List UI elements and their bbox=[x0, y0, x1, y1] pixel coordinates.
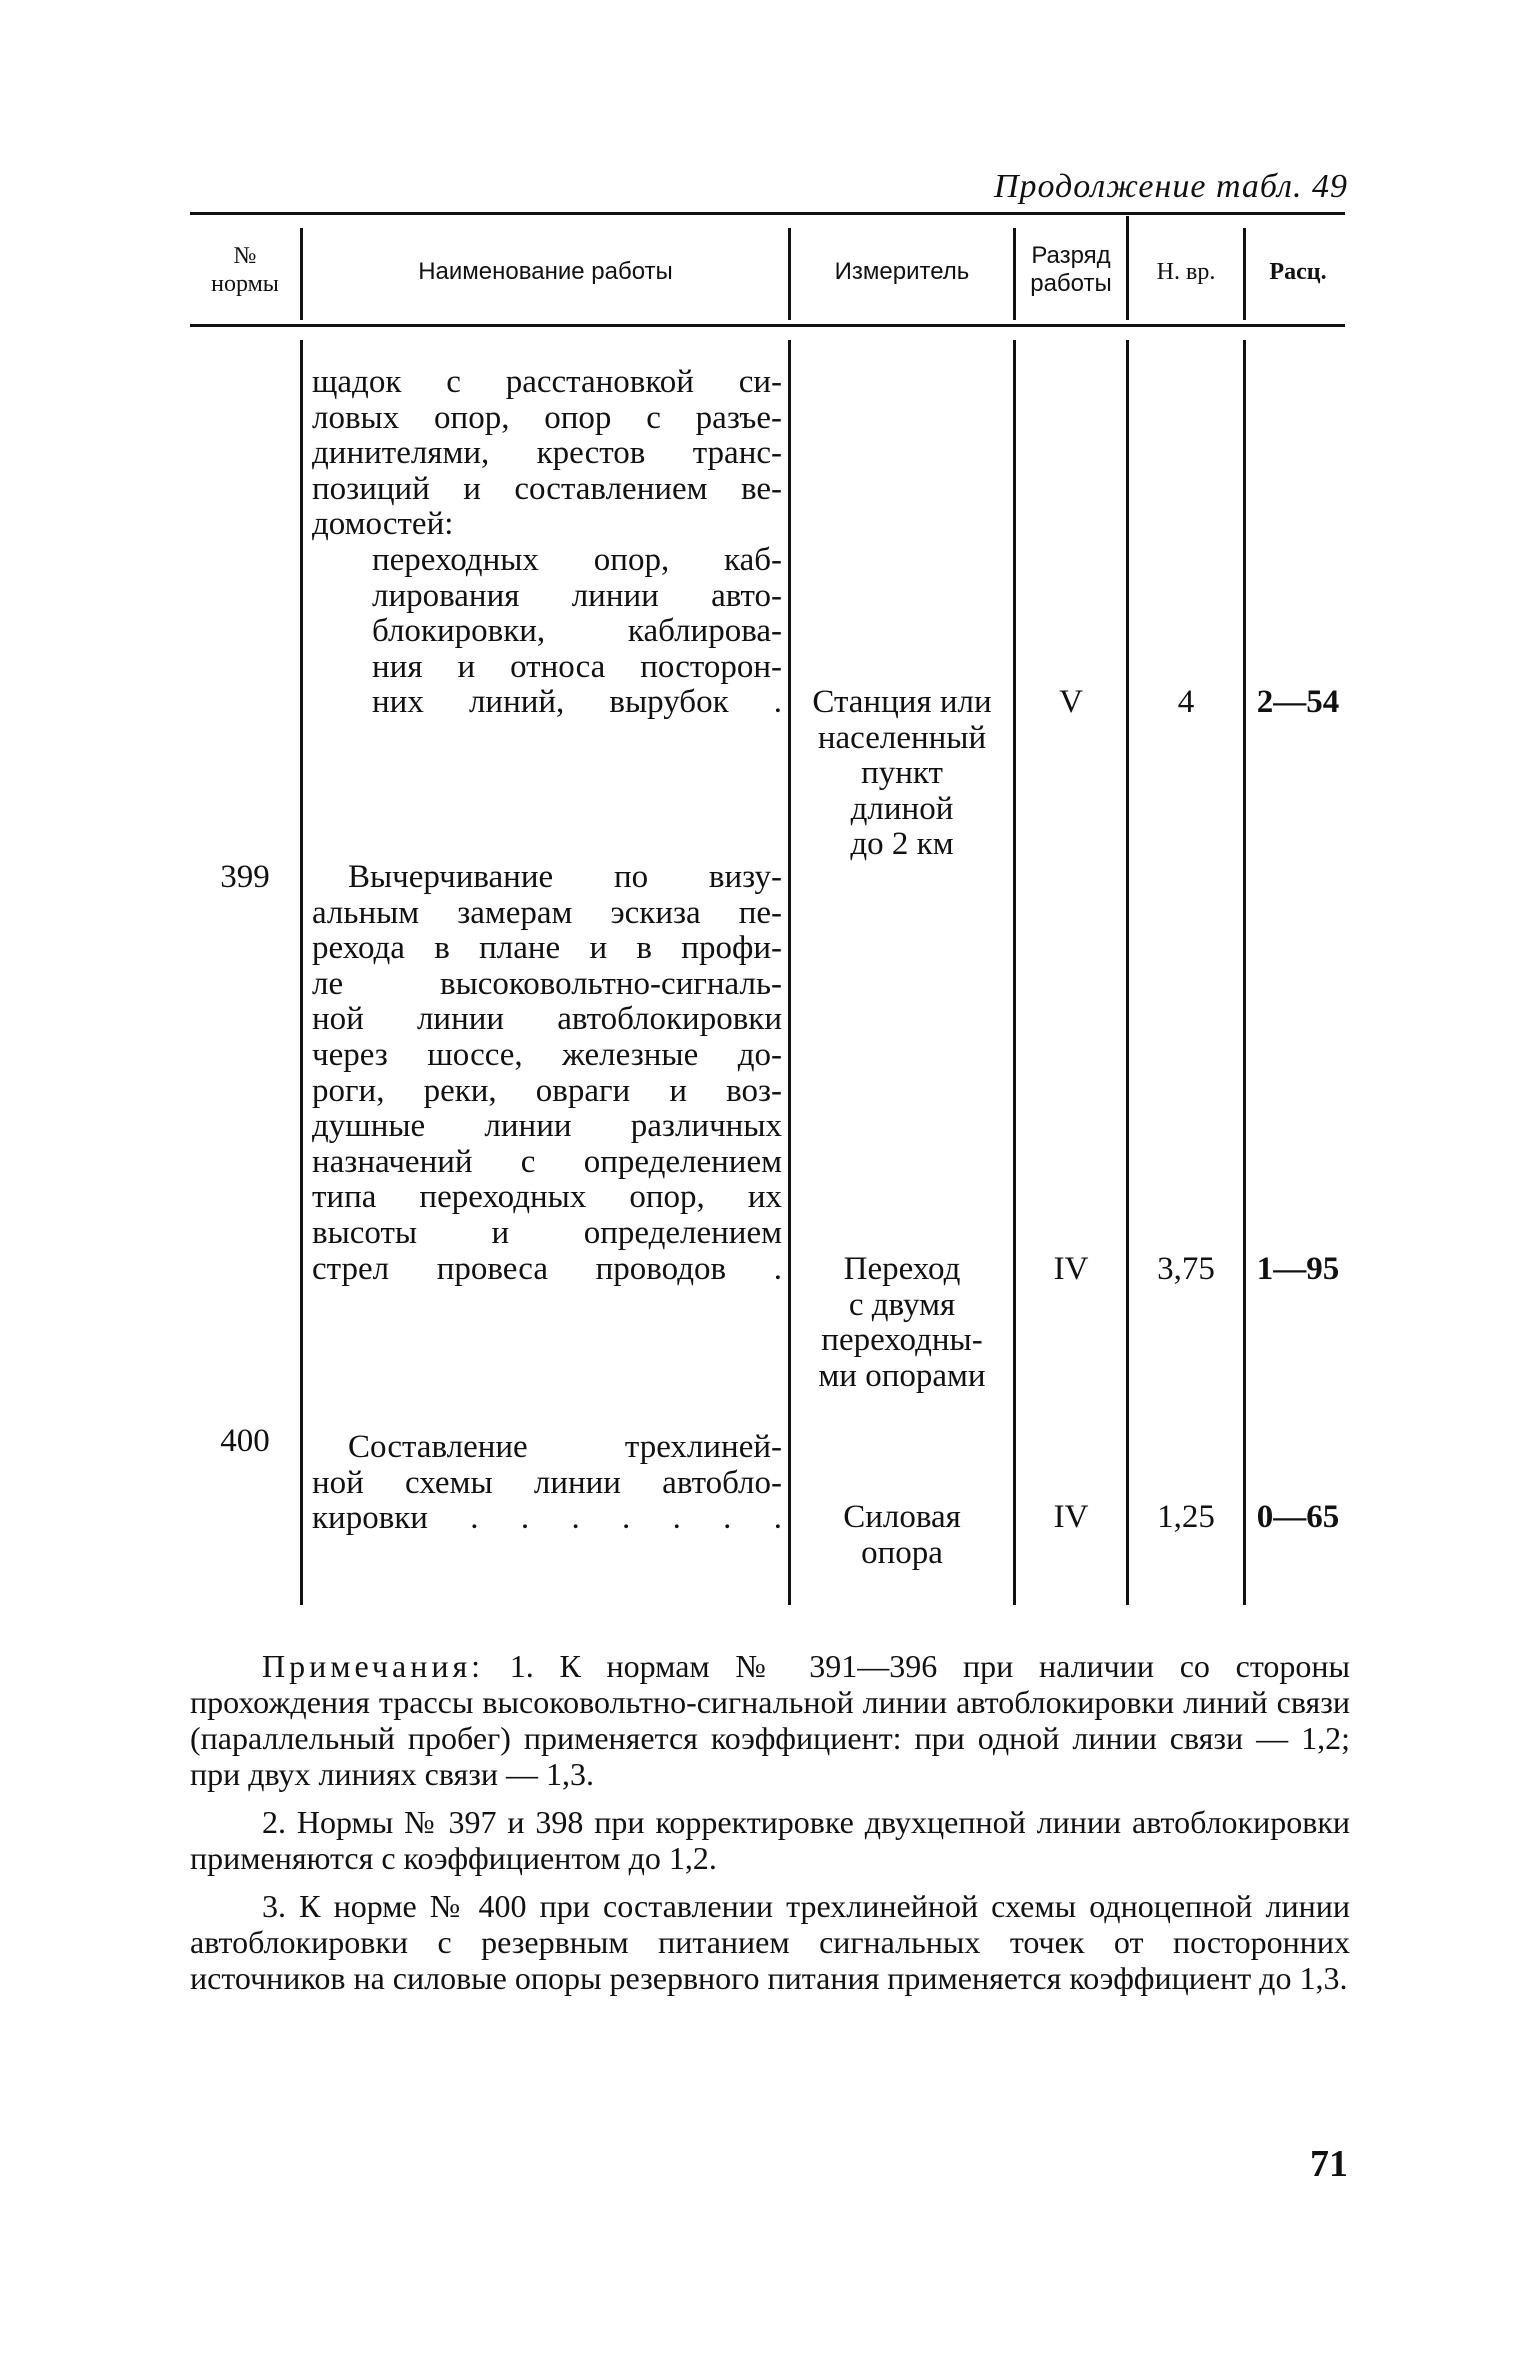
header-meter: Измеритель bbox=[834, 258, 970, 285]
name-line: душные линии различных bbox=[312, 1108, 782, 1145]
meter-line: опора bbox=[861, 1534, 943, 1571]
note-2: 2. Нормы № 397 и 398 при корректировке двухцепной линии автоблокировки применяются с коэффициентом до 1,2. bbox=[190, 1804, 1350, 1876]
name-line: высоты и определением bbox=[312, 1214, 782, 1251]
meter-line: Станция или bbox=[812, 684, 992, 720]
note-1-text: 1. К нормам № 391—396 при наличии со стороны прохождения трассы высоковольтно-сигнальной линии автоблокировки линий связи (параллельный пробег) применяется коэффициент: при одной линии связи — 1,2; при двух линиях связи — 1,3. bbox=[190, 1648, 1351, 1792]
name-line: рехода в плане и в профи- bbox=[312, 930, 782, 967]
meter-line: ми опорами bbox=[818, 1357, 986, 1394]
meter-line: с двумя bbox=[848, 1286, 956, 1323]
body-divider bbox=[1243, 340, 1246, 1605]
row2-time: 3,75 bbox=[1157, 1251, 1215, 1287]
row1-time: 4 bbox=[1177, 684, 1195, 720]
name-line: домостей: bbox=[312, 506, 454, 543]
name-line: переходных опор, каб- bbox=[372, 542, 782, 578]
name-line: типа переходных опор, их bbox=[312, 1179, 782, 1216]
table-caption: Продолжение табл. 49 bbox=[993, 168, 1348, 205]
header-norm-number-line1: № bbox=[233, 243, 257, 269]
name-line: стрел провеса проводов . bbox=[312, 1250, 782, 1287]
row3-grade: IV bbox=[1053, 1499, 1089, 1535]
name-line: назначений с определением bbox=[312, 1143, 782, 1180]
meter-line: населенный bbox=[817, 719, 987, 756]
row2-name bbox=[312, 860, 782, 1287]
name-line: динителями, крестов транс- bbox=[312, 435, 782, 472]
row3-number: 400 bbox=[220, 1423, 270, 1459]
row2-meter bbox=[791, 1252, 1013, 1394]
row2-number: 399 bbox=[220, 859, 270, 895]
note-1 bbox=[190, 1648, 1350, 1792]
row1-rate: 2—54 bbox=[1256, 684, 1340, 720]
header-time-norm: Н. вр. bbox=[1156, 259, 1216, 285]
name-line: Вычерчивание по визу- bbox=[348, 859, 782, 895]
name-line: ния и относа посторон- bbox=[372, 648, 782, 685]
header-norm-number bbox=[190, 242, 300, 298]
header-grade-line2: работы bbox=[1030, 270, 1112, 297]
name-line: Составление трехлиней- bbox=[348, 1429, 782, 1465]
header-grade bbox=[1016, 242, 1126, 298]
row3-rate: 0—65 bbox=[1256, 1499, 1340, 1535]
row3-time: 1,25 bbox=[1157, 1499, 1215, 1535]
body-divider bbox=[788, 340, 791, 1605]
row1-meter bbox=[791, 685, 1013, 863]
meter-line: пункт bbox=[861, 755, 943, 792]
table-top-rule bbox=[190, 212, 1345, 215]
row2-rate: 1—95 bbox=[1256, 1251, 1340, 1287]
notes-title: Примечания: bbox=[262, 1648, 485, 1684]
name-line: ловых опор, опор с разъе- bbox=[312, 399, 782, 436]
notes-section bbox=[190, 1648, 1350, 2008]
header-grade-line1: Разряд bbox=[1031, 242, 1111, 269]
row2-grade: IV bbox=[1053, 1251, 1089, 1287]
header-rate: Расц. bbox=[1269, 259, 1327, 285]
body-divider bbox=[300, 340, 303, 1605]
page-number: 71 bbox=[1310, 2143, 1348, 2185]
row1-subitem bbox=[372, 543, 782, 721]
name-line: ной схемы линии автобло- bbox=[312, 1464, 782, 1501]
name-line: лирования линии авто- bbox=[372, 577, 782, 614]
body-divider bbox=[1013, 340, 1016, 1605]
name-line: ной линии автоблокировки bbox=[312, 1001, 782, 1038]
name-line: альным замерам эскиза пе- bbox=[312, 894, 782, 931]
name-line: блокировки, каблирова- bbox=[372, 613, 782, 650]
name-line: позиций и составлением ве- bbox=[312, 470, 782, 507]
name-line: ле высоковольтно-сигналь- bbox=[312, 965, 782, 1002]
row1-name bbox=[312, 365, 782, 543]
meter-line: Силовая bbox=[843, 1499, 961, 1535]
note-3: 3. К норме № 400 при составлении трехлинейной схемы одноцепной линии автоблокировки с резервным питанием сигнальных точек от посторонних источников на силовые опоры резервного питания применяется коэффициент до 1,3. bbox=[190, 1888, 1350, 1996]
row1-grade: V bbox=[1059, 684, 1083, 720]
table-header-rule bbox=[190, 324, 1345, 327]
name-line: роги, реки, овраги и воз- bbox=[312, 1072, 782, 1109]
row3-meter bbox=[791, 1500, 1013, 1571]
header-norm-number-line2: нормы bbox=[211, 271, 279, 297]
meter-line: до 2 км bbox=[850, 826, 954, 863]
name-line: через шоссе, железные до- bbox=[312, 1036, 782, 1073]
meter-line: Переход bbox=[843, 1251, 961, 1287]
name-line: них линий, вырубок . bbox=[372, 684, 782, 721]
row3-name bbox=[312, 1430, 782, 1537]
name-line: щадок с расстановкой си- bbox=[312, 364, 782, 400]
name-line: кировки . . . . . . . bbox=[312, 1500, 782, 1537]
meter-line: длиной bbox=[850, 790, 954, 827]
meter-line: переходны- bbox=[821, 1322, 983, 1359]
body-divider bbox=[1126, 340, 1129, 1605]
header-work-name: Наименование работы bbox=[418, 258, 673, 285]
